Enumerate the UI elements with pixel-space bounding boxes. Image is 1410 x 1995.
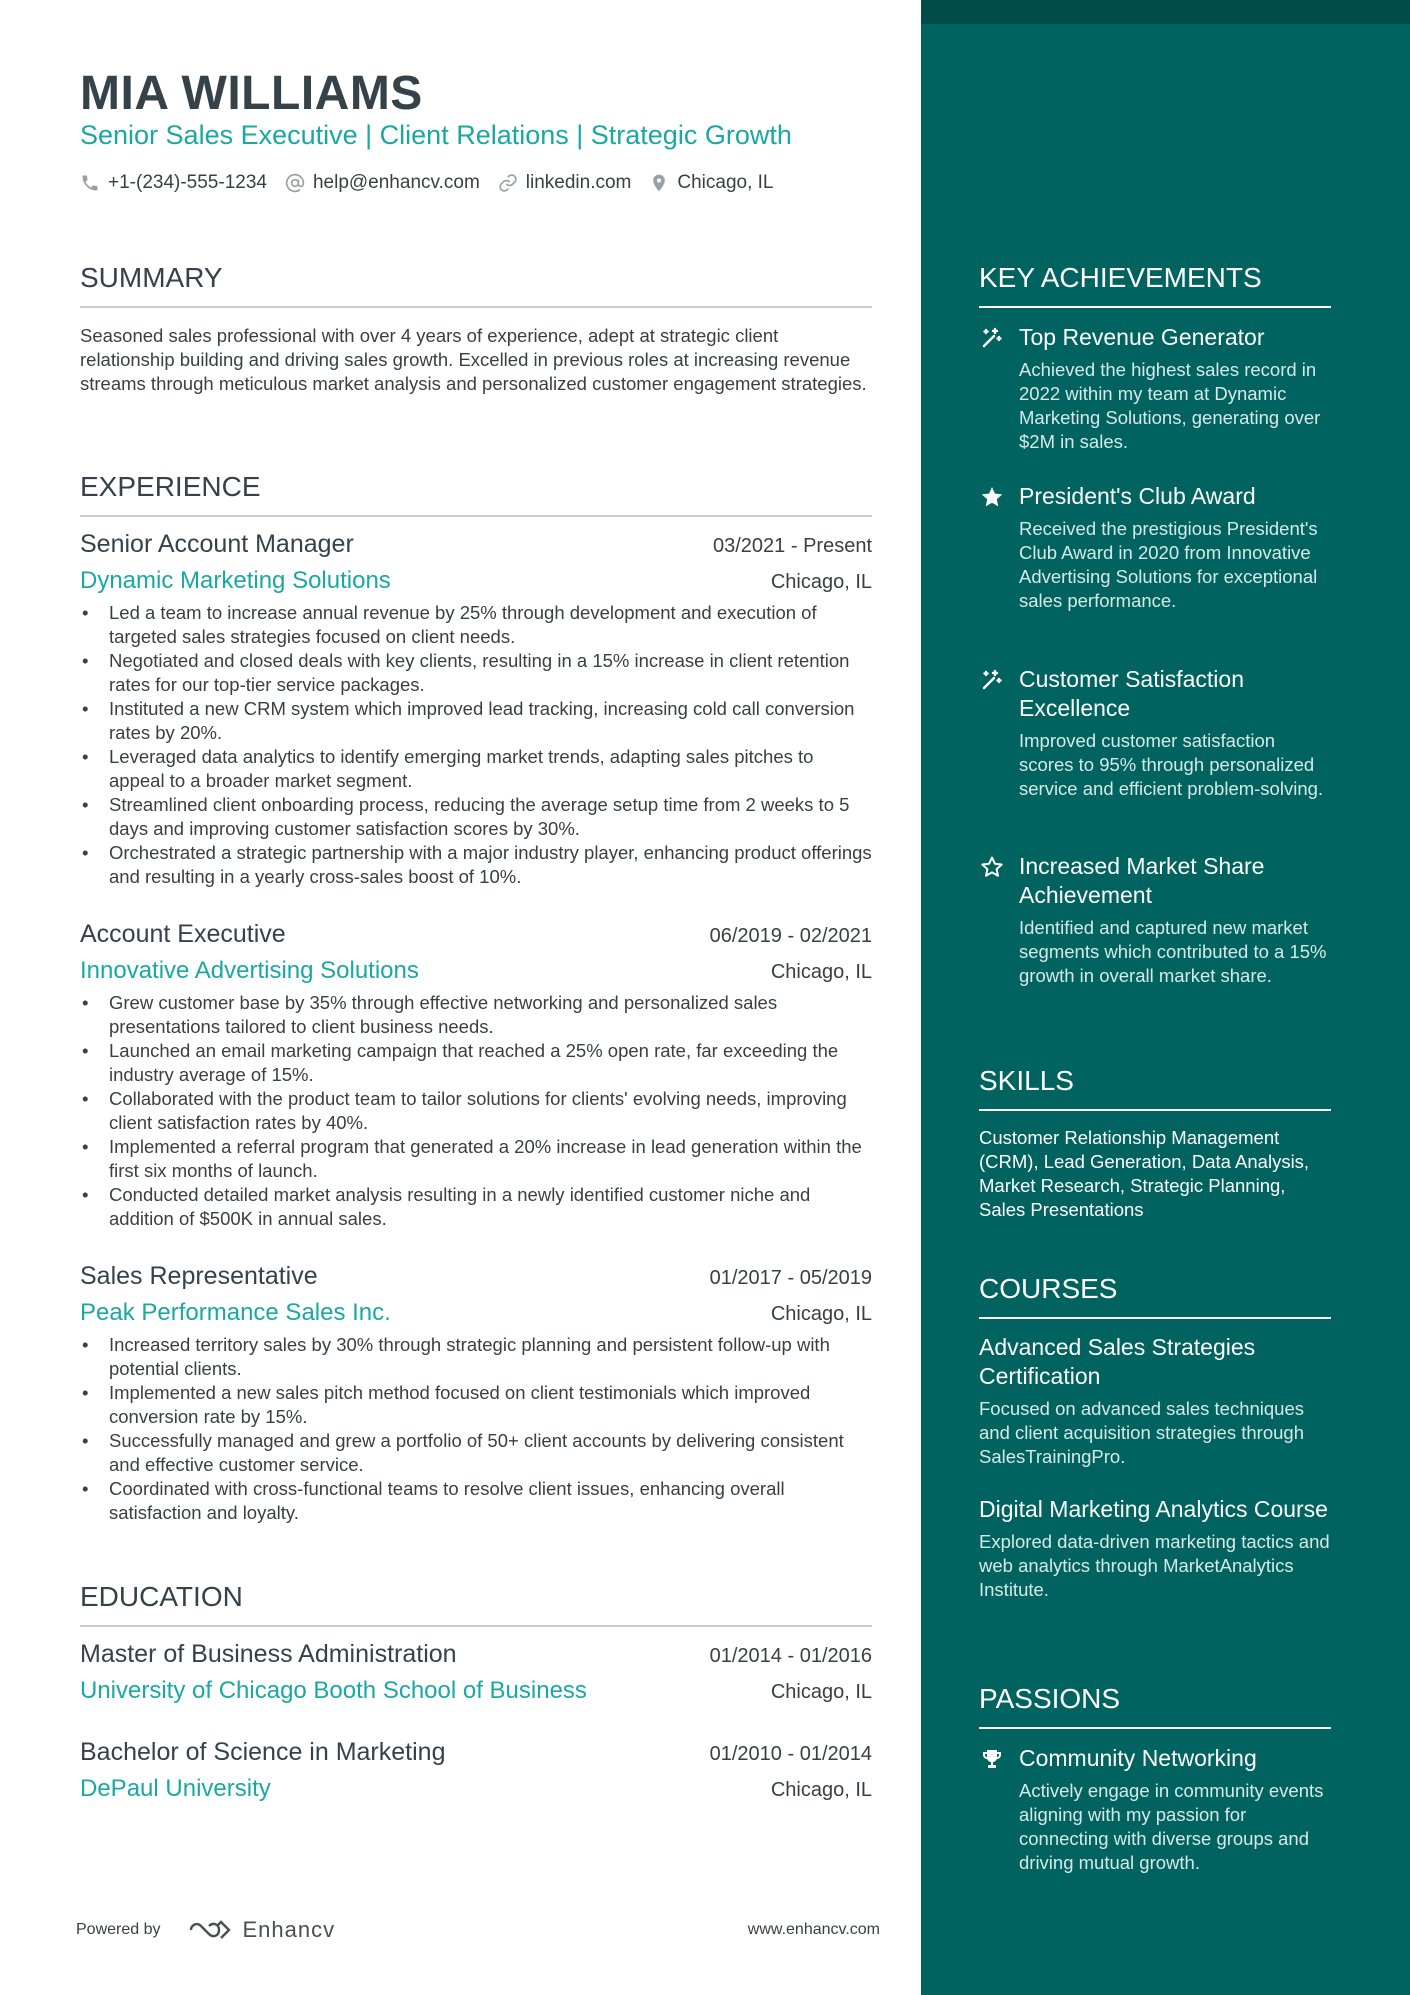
achievement-item [979,323,1331,454]
course-desc: Explored data-driven marketing tactics and web analytics through MarketAnalytics Institute. [979,1531,1330,1600]
bullet-item: • Launched an email marketing campaign that reached a 25% open rate, far exceeding the industry average of 15%. [80,1039,872,1087]
contact-location-text: Chicago, IL [677,172,774,193]
degree: Bachelor of Science in Marketing [80,1738,446,1766]
bullet-item: • Implemented a referral program that generated a 20% increase in lead generation within the first six months of launch. [80,1135,872,1183]
star-filled-icon [979,484,1005,510]
job-role: Sales Representative [80,1262,318,1290]
achievement-desc: Improved customer satisfaction scores to 95% through personalized service and efficient problem-solving. [1019,730,1324,799]
bullet-item: • Collaborated with the product team to tailor solutions for clients' evolving needs, improving client satisfaction rates by 40%. [80,1087,872,1135]
education-heading: EDUCATION [80,1581,872,1627]
bullet-item: • Led a team to increase annual revenue by 25% through development and execution of targeted sales strategies focused on client needs. [80,601,872,649]
school: DePaul University [80,1775,271,1802]
link-icon [498,173,518,193]
course-item [979,1333,1331,1469]
bullet-item: • Increased territory sales by 30% through strategic planning and persistent follow-up with potential clients. [80,1333,872,1381]
magic-wand-icon [979,325,1005,351]
candidate-name: MIA WILLIAMS [80,67,423,120]
contact-linkedin-text: linkedin.com [525,172,632,193]
headline: Senior Sales Executive | Client Relations | Strategic Growth [80,120,792,150]
skills-heading: SKILLS [979,1065,1331,1111]
skills-text: Customer Relationship Management (CRM), Lead Generation, Data Analysis, Market Research, Strategic Planning, Sales Presentations [979,1127,1310,1220]
education-dates: 01/2010 - 01/2014 [709,1743,872,1765]
achievement-title: Top Revenue Generator [1019,324,1265,350]
bullet-item: • Grew customer base by 35% through effective networking and personalized sales presentations tailored to client business needs. [80,991,872,1039]
magic-wand-icon [979,667,1005,693]
course-title: Advanced Sales Strategies Certification [979,1334,1256,1389]
contact-email-text: help@enhancv.com [312,172,480,193]
passions-heading: PASSIONS [979,1683,1331,1729]
job-company: Peak Performance Sales Inc. [80,1299,391,1326]
at-icon [285,173,305,193]
footer-branding [76,1917,335,1943]
brand-name: Enhancv [242,1917,336,1942]
location-icon [649,173,669,193]
bullet-item: • Streamlined client onboarding process, reducing the average setup time from 2 weeks to 5 days and improving customer satisfaction scores by 30%. [80,793,872,841]
phone-icon [80,173,100,193]
bullet-item: • Leveraged data analytics to identify emerging market trends, adapting sales pitches to appeal to a broader market segment. [80,745,872,793]
contact-phone[interactable] [80,172,267,194]
infinity-logo-icon [187,1917,233,1943]
passion-item [979,1744,1331,1875]
bullet-item: • Successfully managed and grew a portfolio of 50+ client accounts by delivering consistent and effective customer service. [80,1429,872,1477]
sidebar-top-band [921,0,1410,24]
job-bullets [80,601,872,889]
passion-title: Community Networking [1019,1745,1257,1771]
contact-location [649,172,773,194]
achievement-desc: Received the prestigious President's Club Award in 2020 from Innovative Advertising Solutions for exceptional sales performance. [1019,518,1318,611]
bullet-item: • Implemented a new sales pitch method focused on client testimonials which improved conversion rate by 15%. [80,1381,872,1429]
achievement-item [979,482,1331,613]
star-outline-icon [979,854,1005,880]
job-dates: 01/2017 - 05/2019 [709,1267,872,1289]
job-location: Chicago, IL [770,1303,872,1325]
job-dates: 06/2019 - 02/2021 [709,925,872,947]
bullet-item: • Instituted a new CRM system which improved lead tracking, increasing cold call conversion rates by 20%. [80,697,872,745]
job-bullets [80,1333,872,1525]
achievement-desc: Achieved the highest sales record in 2022 within my team at Dynamic Marketing Solutions, generating over $2M in sales. [1019,359,1321,452]
powered-by-label: Powered by [76,1921,161,1938]
job-bullets [80,991,872,1231]
contact-email[interactable] [285,172,480,194]
experience-heading: EXPERIENCE [80,471,872,517]
course-title: Digital Marketing Analytics Course [979,1496,1328,1522]
achievement-title: Customer Satisfaction Excellence [1019,666,1244,721]
job-location: Chicago, IL [770,571,872,593]
enhancv-logo[interactable] [187,1917,336,1943]
footer [76,1917,880,1943]
bullet-item: • Negotiated and closed deals with key clients, resulting in a 15% increase in client retention rates for our top-tier service packages. [80,649,872,697]
bullet-item: • Orchestrated a strategic partnership with a major industry player, enhancing product offerings and resulting in a yearly cross-sales boost of 10%. [80,841,872,889]
education-entry [80,1738,872,1803]
passion-desc: Actively engage in community events aligning with my passion for connecting with diverse groups and driving mutual growth. [1019,1780,1324,1873]
footer-url[interactable]: www.enhancv.com [747,1921,880,1938]
job-company: Innovative Advertising Solutions [80,957,419,984]
achievements-heading: KEY ACHIEVEMENTS [979,262,1331,308]
achievement-title: President's Club Award [1019,483,1256,509]
achievement-item [979,665,1331,801]
achievement-desc: Identified and captured new market segments which contributed to a 15% growth in overall market share. [1019,917,1327,986]
job-dates: 03/2021 - Present [713,535,872,557]
education-location: Chicago, IL [770,1779,872,1801]
job-entry [80,530,872,889]
job-location: Chicago, IL [770,961,872,983]
bullet-item: • Coordinated with cross-functional teams to resolve client issues, enhancing overall satisfaction and loyalty. [80,1477,872,1525]
courses-heading: COURSES [979,1273,1331,1319]
summary-text: Seasoned sales professional with over 4 years of experience, adept at strategic client relationship building and driving sales growth. Excelled in previous roles at increasing revenue streams through meticulous market analysis and personalized customer engagement strategies. [80,325,867,394]
contact-phone-text: +1-(234)-555-1234 [108,172,267,193]
sidebar [921,0,1410,1995]
education-location: Chicago, IL [770,1681,872,1703]
degree: Master of Business Administration [80,1640,457,1668]
achievement-item [979,852,1331,988]
achievement-title: Increased Market Share Achievement [1019,853,1265,908]
contact-linkedin[interactable] [498,172,632,194]
summary-heading: SUMMARY [80,262,872,308]
school: University of Chicago Booth School of Business [80,1677,587,1704]
job-role: Account Executive [80,920,286,948]
job-entry [80,1262,872,1525]
job-company: Dynamic Marketing Solutions [80,567,391,594]
course-desc: Focused on advanced sales techniques and client acquisition strategies through SalesTrainingPro. [979,1398,1304,1467]
bullet-item: • Conducted detailed market analysis resulting in a newly identified customer niche and addition of $500K in annual sales. [80,1183,872,1231]
job-entry [80,920,872,1231]
trophy-icon [979,1746,1005,1772]
education-dates: 01/2014 - 01/2016 [709,1645,872,1667]
education-entry [80,1640,872,1705]
course-item [979,1495,1331,1602]
job-role: Senior Account Manager [80,530,354,558]
contact-list [80,172,792,194]
